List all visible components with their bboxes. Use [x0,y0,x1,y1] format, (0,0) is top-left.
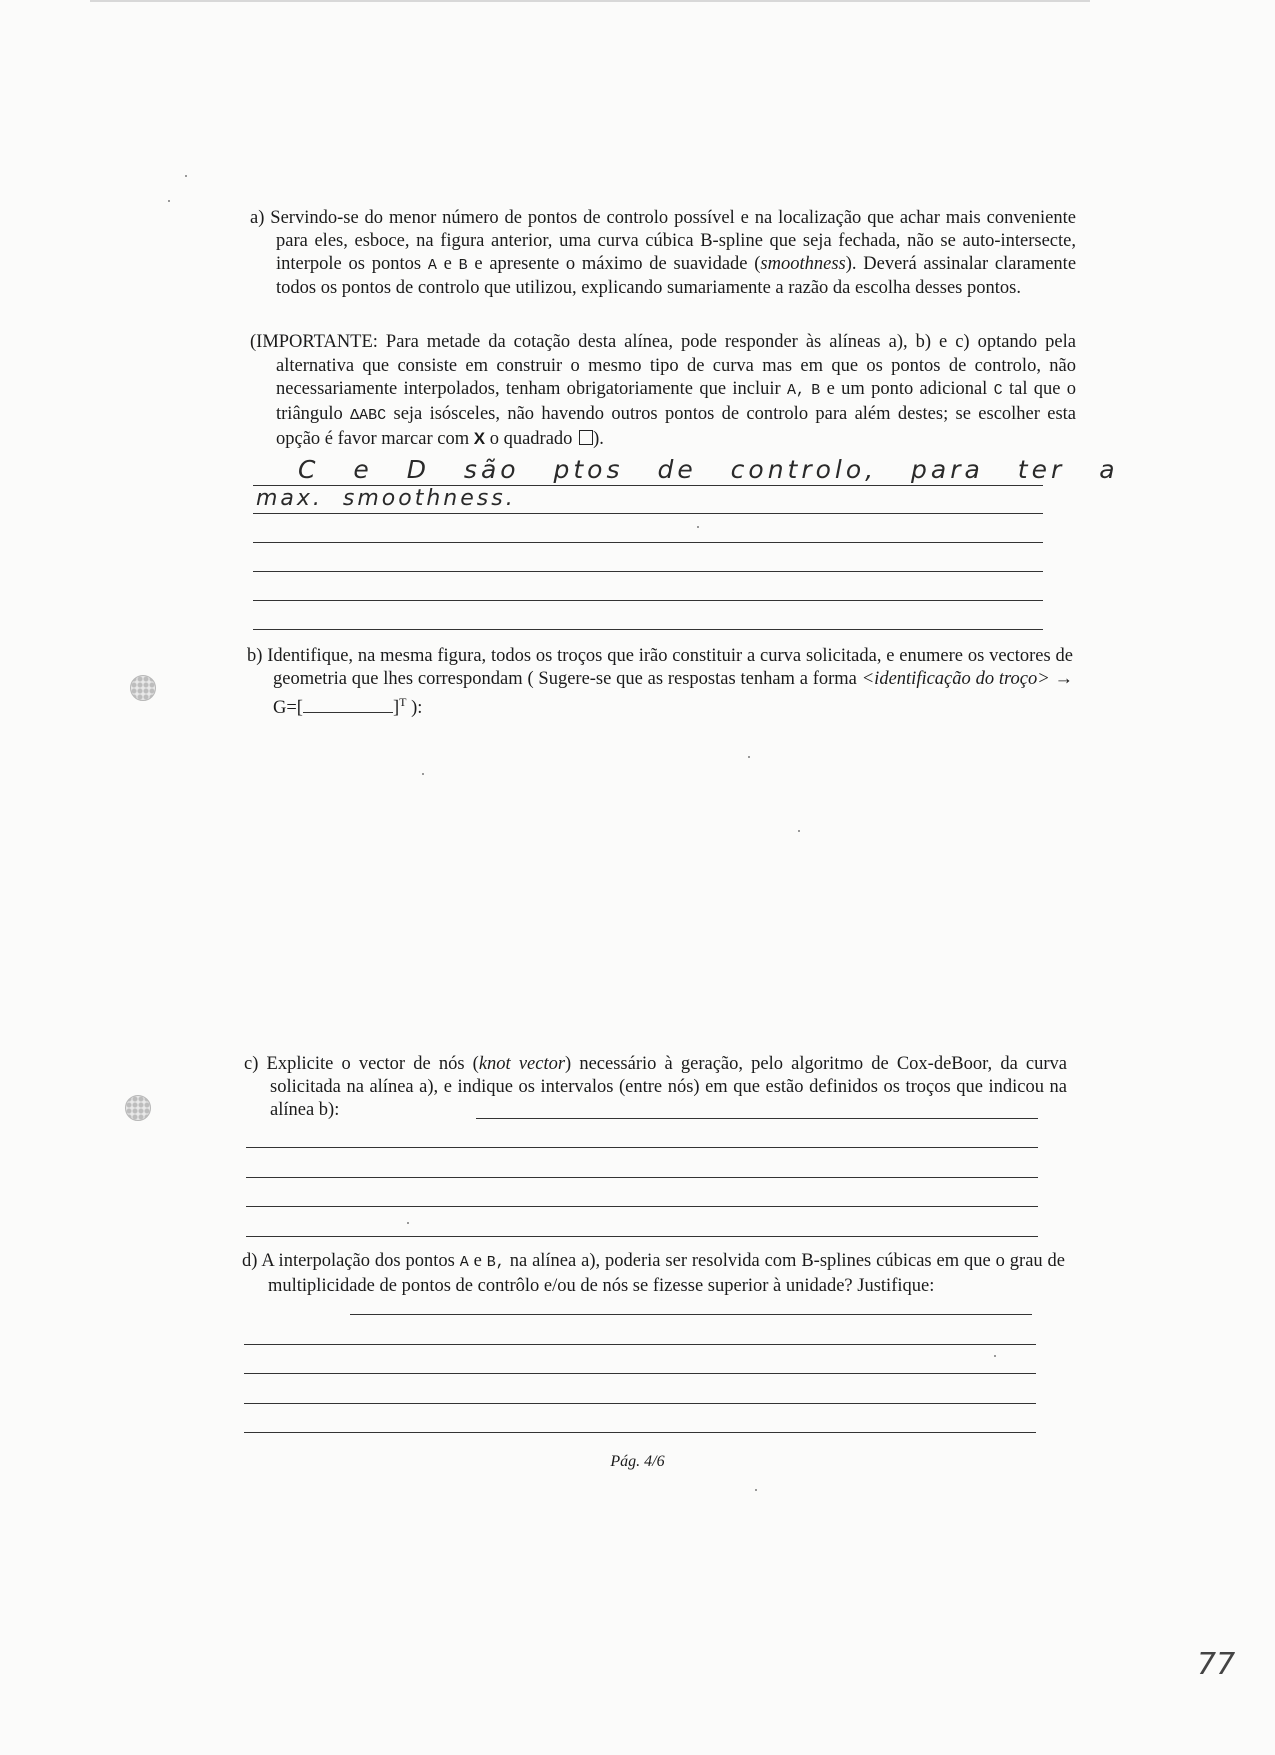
handwritten-answer-line-2: max. smoothness. [256,486,516,511]
answer-line [244,1403,1036,1404]
answer-line [246,1147,1038,1148]
question-a: a) Servindo-se do menor número de pontos de controlo possível e na localização que achar mais conveniente para eles, esboce, na figura anterior, uma curva cúbica B-spline que seja fechada, não se auto-intersecte, interpole os pontos A e B e apresente o máximo de suavidade (smoothness). Deverá assinalar claramente todos os pontos de controlo que utilizou, explicando sumariamente a razão da escolha desses pontos. [250,208,1077,299]
answer-line [350,1314,1032,1315]
answer-line [476,1118,1038,1119]
binder-hole [130,675,156,701]
answer-line [244,1432,1036,1433]
question-b: b) Identifique, na mesma figura, todos os troços que irão constituir a curva solicitada, e enumere os vectores de geometria que lhes correspondam ( Sugere-se que as respostas tenham a forma <identificação do troço> → G=[ ]$^T$ ): [247,646,1074,718]
question-c: c) Explicite o vector de nós (knot vector) necessário à geração, pelo algoritmo de Cox-deBoor, da curva solicitada na alínea a), e indique os intervalos (entre nós) em que estão definidos os troços que indicou na alínea b): [244,1054,1068,1120]
scan-speck [798,830,800,832]
answer-line [253,629,1043,630]
scan-speck [168,200,170,202]
answer-line [253,600,1043,601]
scan-speck [422,773,424,775]
option-checkbox[interactable] [579,430,593,445]
answer-line [246,1177,1038,1178]
important-note: (IMPORTANTE: Para metade da cotação desta alínea, pode responder às alíneas a), b) e c) optando pela alternativa que consiste em construir o mesmo tipo de curva mas em que os pontos de controlo, não necessariamente interpolados, tenham obrigatoriamente que incluir A, B e um ponto adicional C tal que o triângulo ΔABC seja isósceles, não havendo outros pontos de controlo para além destes; se escolher esta opção é favor marcar com X o quadrado ). [250,332,1077,449]
answer-line [253,571,1043,572]
geometry-vector-blank [303,698,393,713]
answer-line [244,1373,1036,1374]
question-d: d) A interpolação dos pontos A e B, na alínea a), poderia ser resolvida com B-splines cúbicas em que o grau de multiplicidade de pontos de contrôlo e/ou de nós se fizesse superior à unidade? Justifique: [242,1251,1066,1296]
page-number: Pág. 4/6 [610,1453,665,1470]
scan-speck [994,1355,996,1357]
answer-line [246,1236,1038,1237]
handwritten-answer-line-1: C e D são ptos de controlo, para ter a [298,455,1119,484]
scan-speck [755,1489,757,1491]
scan-speck [748,756,750,758]
scan-speck [407,1222,409,1224]
scan-speck [697,526,699,528]
answer-line [246,1206,1038,1207]
binder-hole [125,1095,151,1121]
answer-line [244,1344,1036,1345]
scan-speck [185,175,187,177]
answer-line [253,513,1043,514]
handwritten-page-mark: 77 [1197,1647,1236,1682]
scan-edge [90,0,1090,2]
answer-line [253,542,1043,543]
